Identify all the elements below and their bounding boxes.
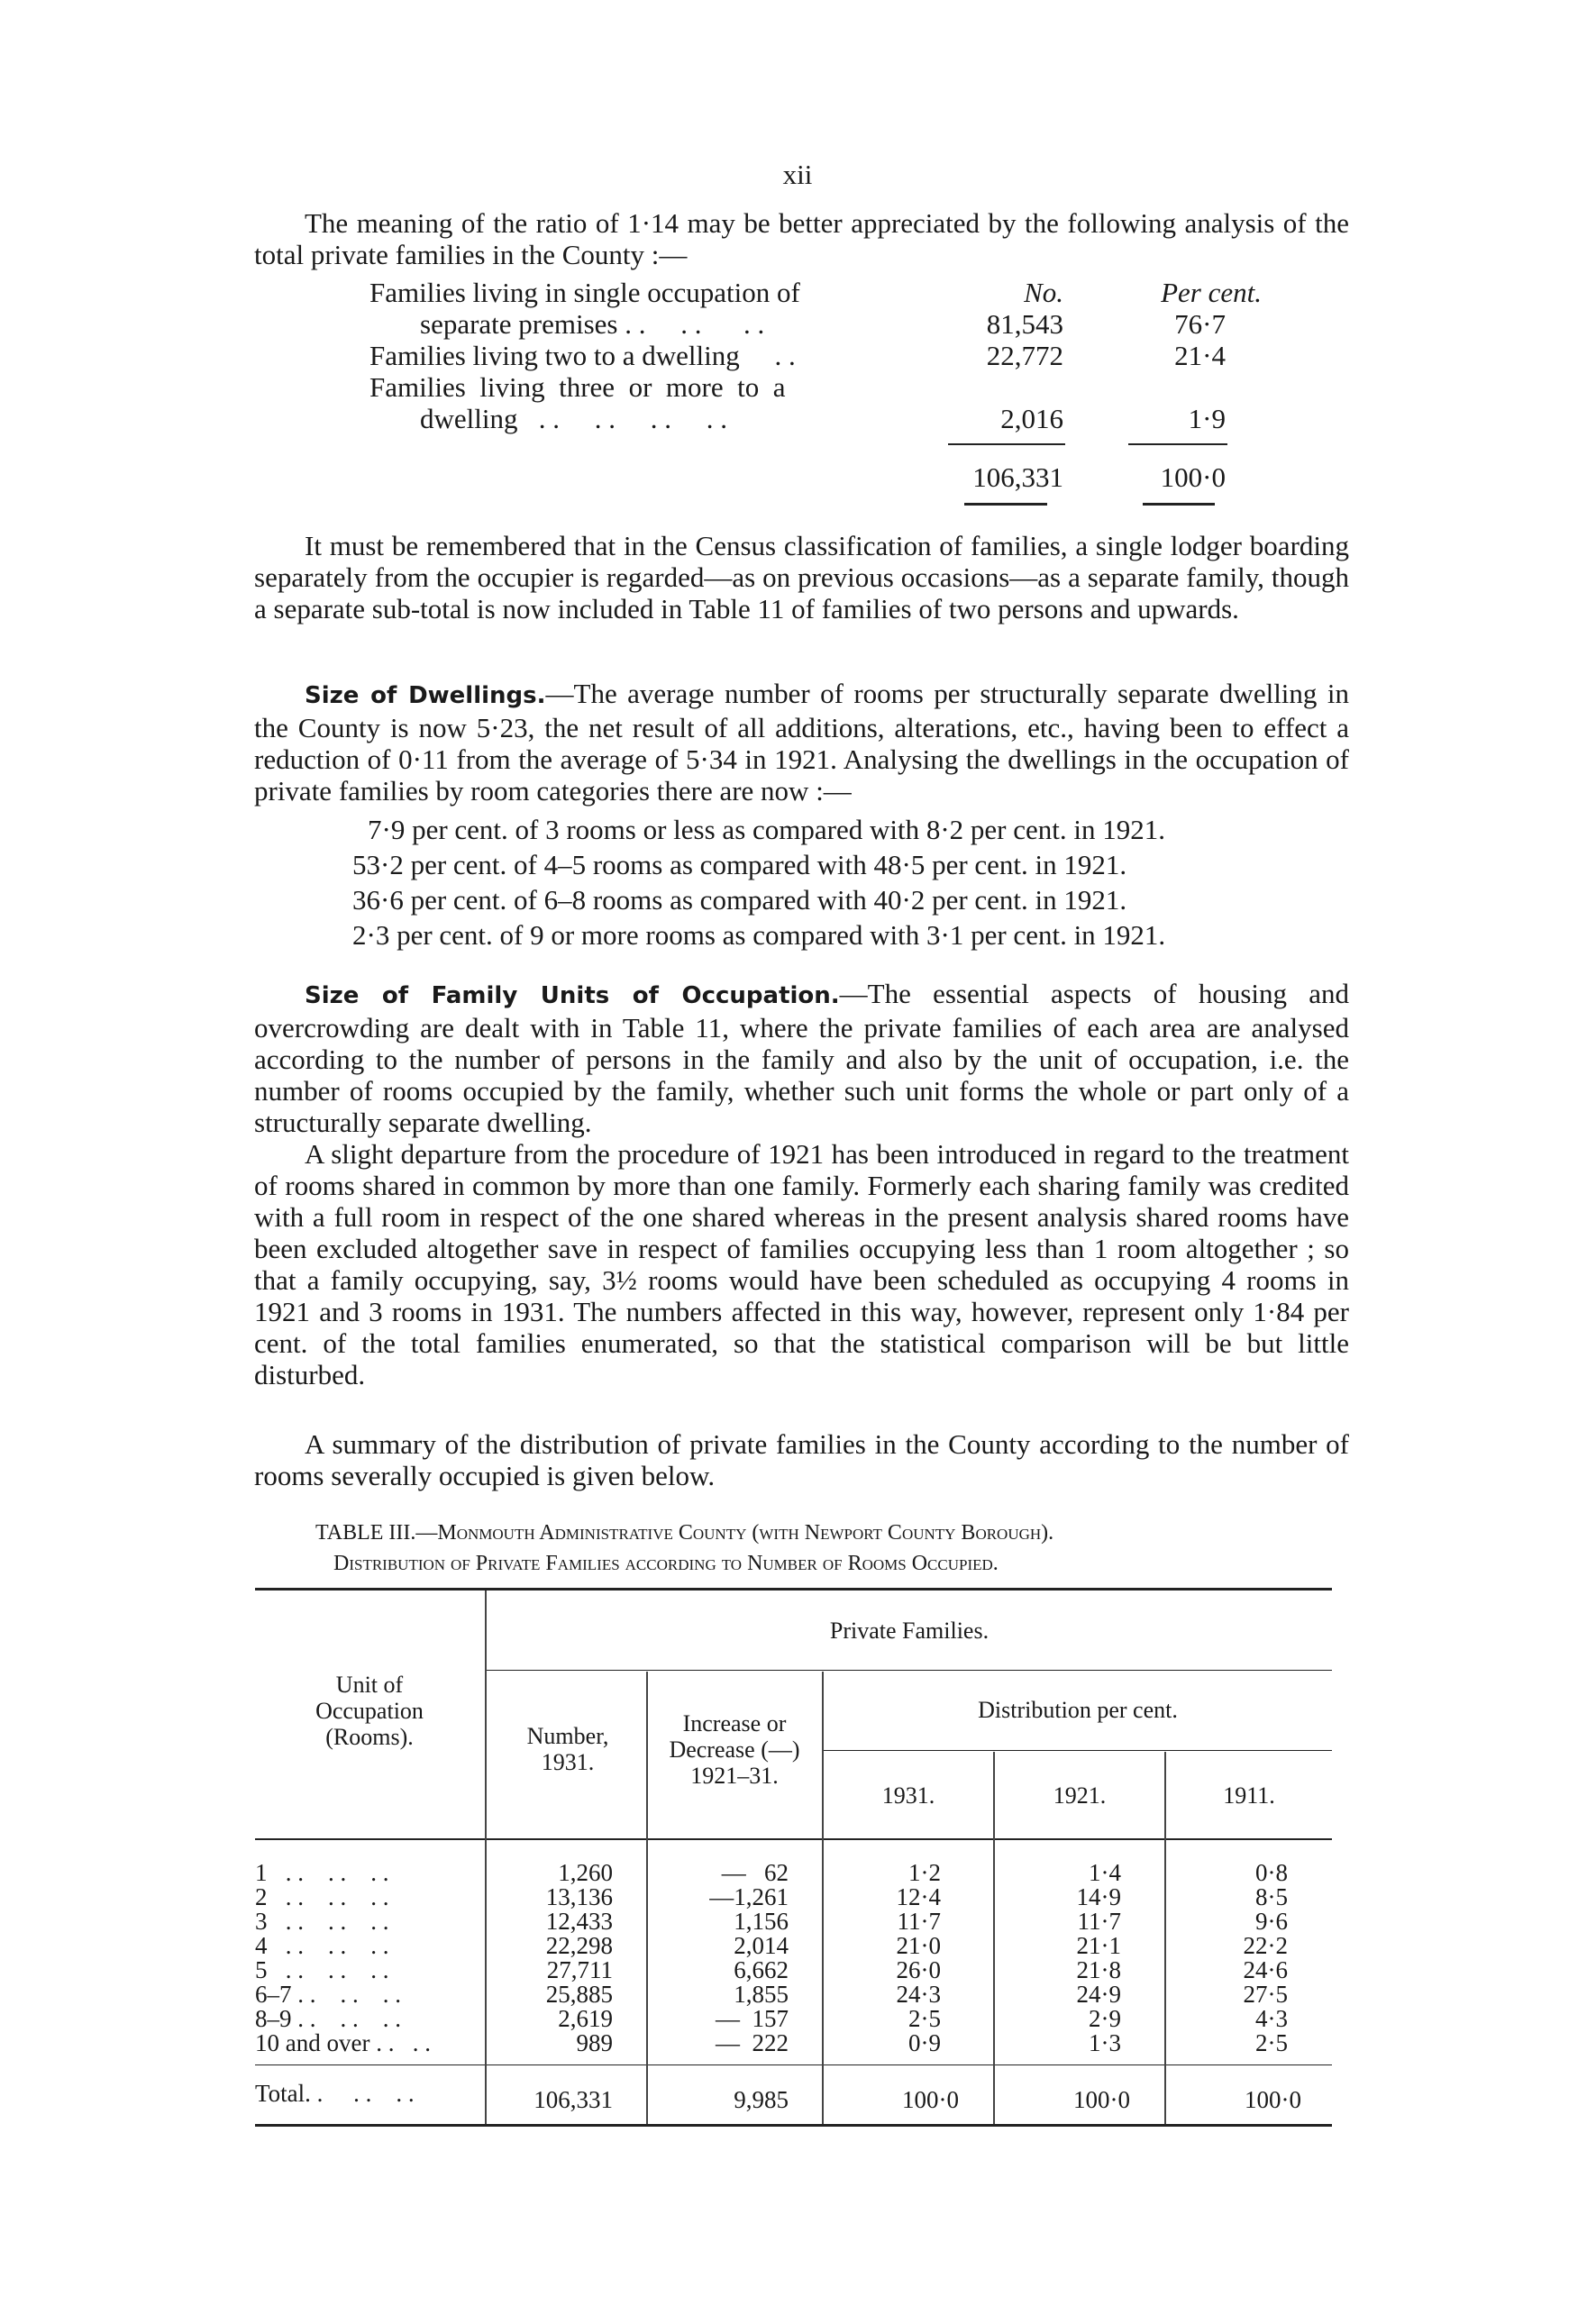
cell-number: 989 [576,2029,613,2056]
cell-change: 2,014 [734,1932,789,1959]
cell-1931: 24·3 [896,1981,941,2008]
cell-1921: 1·4 [1089,1859,1121,1886]
size-family-paragraph [254,978,1349,1138]
ratio-rule-top [948,443,1065,445]
cell-number: 13,136 [545,1883,613,1910]
cell-number: 22,298 [545,1932,613,1959]
table-3-title-2: Distribution of Private Families according to Number of Rooms Occupied. [333,1552,999,1575]
cell-unit: 1 . . . . . . [255,1859,389,1886]
table-3-header-rule [255,1838,1332,1840]
total-1931: 100·0 [902,2086,959,2113]
cell-change: — 222 [716,2029,789,2056]
cell-change: 1,855 [734,1981,789,2008]
cell-1911: 24·6 [1243,1956,1288,1983]
summary-paragraph: A summary of the distribution of private families in the County according to the number of rooms severally occupied is given below. [254,1428,1349,1491]
ratio-row-1-pct: 76·7 [1174,308,1226,340]
cell-1931: 12·4 [896,1883,941,1910]
ratio-row-3-no: 2,016 [1000,403,1063,434]
cell-1921: 21·1 [1076,1932,1121,1959]
size-dwellings-heading: Size of Dwellings. [305,682,546,709]
ratio-row-2-pct: 21·4 [1174,340,1226,371]
table-3-vline-1 [485,1591,487,2124]
total-change: 9,985 [734,2086,789,2113]
total-number: 106,331 [534,2086,613,2113]
table-3-total-rule [255,2064,1332,2065]
ratio-total-pct: 100·0 [1160,461,1226,493]
cell-change: — 62 [721,1859,789,1886]
ratio-row-1-label-2: separate premises . . . . . . [420,308,765,340]
cell-1931: 21·0 [896,1932,941,1959]
ratio-row-2-label: Families living two to a dwelling . . [369,340,796,371]
ratio-row-3-label-1: Families living three or more to a [369,371,786,403]
cell-1931: 11·7 [897,1908,941,1935]
dwellings-line-1: 7·9 per cent. of 3 rooms or less as compared with 8·2 per cent. in 1921. [368,814,1165,845]
cell-1931: 1·2 [908,1859,941,1886]
table-3-header-unit: Unit of Occupation (Rooms). [315,1672,424,1750]
cell-1911: 27·5 [1243,1981,1288,2008]
size-family-heading: Size of Family Units of Occupation. [305,982,840,1009]
table-3-dist-rule [822,1750,1332,1751]
cell-1921: 1·3 [1089,2029,1121,2056]
cell-number: 2,619 [558,2005,613,2032]
cell-number: 1,260 [558,1859,613,1886]
ratio-row-3-label-2: dwelling . . . . . . . . [420,403,727,434]
cell-1911: 8·5 [1255,1883,1288,1910]
cell-unit: 5 . . . . . . [255,1956,389,1983]
table-3-header-1931: 1931. [881,1782,935,1809]
ratio-total-no: 106,331 [972,461,1063,493]
departure-paragraph: A slight departure from the procedure of 1921 has been introduced in regard to the treatment of rooms shared in common by more than one family. Formerly each sharing family was credited with a full room in respect of the one shared whereas in the present analysis shared rooms have been excluded altogether save in respect of families occupying less than 1 room altogether ; so that a family occupying, say, 3½ rooms would have been scheduled as occupying 4 rooms in 1921 and 3 rooms in 1931. The numbers affected in this way, however, represent only 1·84 per cent. of the total families enumerated, so that the statistical comparison will be but little disturbed. [254,1138,1349,1390]
table-3-top-rule [255,1588,1332,1591]
table-3-title-1: TABLE III.—Monmouth Administrative County (with Newport County Borough). [315,1521,1054,1545]
cell-unit: 8–9 . . . . . . [255,2005,401,2032]
ratio-rule-bottom [964,503,1047,506]
cell-number: 12,433 [545,1908,613,1935]
page-number: xii [782,159,813,190]
cell-1931: 26·0 [896,1956,941,1983]
cell-change: 6,662 [734,1956,789,1983]
cell-change: —1,261 [709,1883,789,1910]
ratio-row-3-pct: 1·9 [1188,403,1226,434]
ratio-col-no: No. [1024,277,1063,308]
cell-1921: 24·9 [1076,1981,1121,2008]
table-3-header-change: Increase or Decrease (—) 1921–31. [669,1710,800,1789]
total-1911: 100·0 [1245,2086,1301,2113]
table-3-private-rule [485,1670,1332,1671]
cell-1911: 0·8 [1255,1859,1288,1886]
dwellings-line-4: 2·3 per cent. of 9 or more rooms as compared with 3·1 per cent. in 1921. [352,919,1166,951]
dwellings-line-3: 36·6 per cent. of 6–8 rooms as compared with 40·2 per cent. in 1921. [352,884,1127,916]
cell-1911: 4·3 [1255,2005,1288,2032]
cell-unit: 6–7 . . . . . . [255,1981,401,2008]
cell-number: 25,885 [545,1981,613,2008]
ratio-row-1-label-1: Families living in single occupation of [369,277,800,308]
lodger-paragraph: It must be remembered that in the Census classification of families, a single lodger boarding separately from the occupier is regarded—as on previous occasions—as a separate family, though a separate sub-total is now included in Table 11 of families of two persons and upwards. [254,530,1349,624]
cell-unit: 10 and over . . . . [255,2029,431,2056]
table-3-header-1921: 1921. [1053,1782,1107,1809]
cell-1931: 0·9 [908,2029,941,2056]
total-1921: 100·0 [1073,2086,1130,2113]
ratio-col-pct: Per cent. [1161,277,1262,308]
cell-1911: 2·5 [1255,2029,1288,2056]
cell-1921: 2·9 [1089,2005,1121,2032]
intro-paragraph: The meaning of the ratio of 1·14 may be better appreciated by the following analysis of the total private families in the County :— [254,207,1349,270]
total-label: Total. . . . . . [255,2080,415,2107]
size-family-text: —The essential aspects of housing and overcrowding are dealt with in Table 11, where the private families of each area are analysed according to the number of persons in the family and also by the unit of occupation, i.e. the number of rooms occupied by the family, whether such unit forms the whole or part only of a structurally separate dwelling. [254,978,1349,1138]
cell-unit: 3 . . . . . . [255,1908,389,1935]
table-3-bottom-rule [255,2124,1332,2127]
cell-number: 27,711 [546,1956,613,1983]
ratio-row-1-no: 81,543 [986,308,1063,340]
cell-change: 1,156 [734,1908,789,1935]
ratio-row-2-no: 22,772 [986,340,1063,371]
cell-1921: 21·8 [1076,1956,1121,1983]
cell-1921: 14·9 [1076,1883,1121,1910]
cell-change: — 157 [716,2005,789,2032]
table-3-header-number: Number, 1931. [526,1723,609,1775]
size-dwellings-paragraph [254,678,1349,807]
dwellings-line-2: 53·2 per cent. of 4–5 rooms as compared with 48·5 per cent. in 1921. [352,849,1127,880]
size-dwellings-text: —The average number of rooms per structurally separate dwelling in the County is now 5·23, the net result of all additions, alterations, etc., having been to effect a reduction of 0·11 from the average of 5·34 in 1921. Analysing the dwellings in the occupation of private families by room categories there are now :— [254,678,1349,807]
cell-1911: 9·6 [1255,1908,1288,1935]
cell-1921: 11·7 [1077,1908,1121,1935]
table-3-header-private: Private Families. [829,1618,990,1644]
table-3-header-distribution: Distribution per cent. [978,1697,1178,1723]
cell-1911: 22·2 [1243,1932,1288,1959]
cell-unit: 4 . . . . . . [255,1932,389,1959]
ratio-rule-top-pct [1128,443,1227,445]
table-3-header-1911: 1911. [1223,1782,1275,1809]
cell-unit: 2 . . . . . . [255,1883,389,1910]
cell-1931: 2·5 [908,2005,941,2032]
table-3-vline-2 [646,1672,648,2124]
ratio-rule-bottom-pct [1143,503,1215,506]
